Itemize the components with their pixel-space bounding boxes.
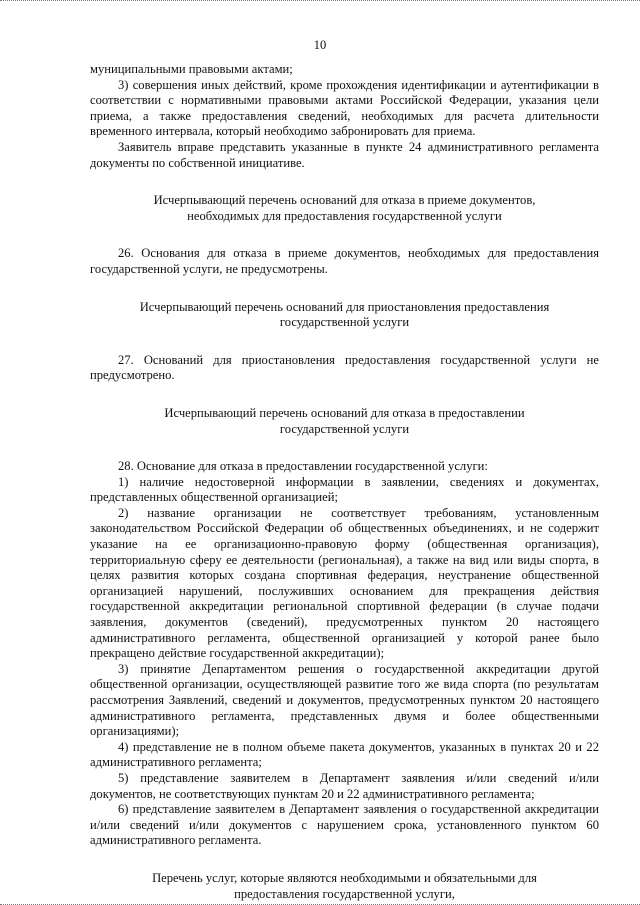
section-heading-refusal-acceptance: Исчерпывающий перечень оснований для отказа в приеме документов, необходимых для предоставления государственной услуги xyxy=(153,193,536,223)
section-heading-suspension: Исчерпывающий перечень оснований для приостановления предоставления государственной услуги xyxy=(139,299,550,330)
paragraph-26: 26. Основания для отказа в приеме документов, необходимых для предоставления государственной услуги, не предусмотрены. xyxy=(90,246,599,276)
paragraph-28-item-6: 6) представление заявителем в Департамент заявления о государственной аккредитации и/или сведений и/или документов с нарушением срока, установленного пунктом 60 административного регламента. xyxy=(90,802,599,848)
paragraph-28-item-4: 4) представление не в полном объеме пакета документов, указанных в пунктах 20 и 22 административного регламента; xyxy=(90,739,599,770)
spacer xyxy=(90,849,599,871)
spacer xyxy=(90,224,599,246)
paragraph-28-item-3: 3) принятие Департаментом решения о государственной аккредитации другой общественной организации, осуществляющей развитие того же вида спорта (по результатам рассмотрения Заявлений, сведений и документов, предусмотренных пунктом 20 настоящего административного регламента, представленных двумя и более общественными организациями); xyxy=(90,661,599,739)
document-body xyxy=(90,62,599,902)
spacer xyxy=(90,171,599,193)
paragraph-28-item-2: 2) название организации не соответствует требованиям, установленным законодательством Российской Федерации об общественных объединениях, и не содержит указание на ее организационно-правовую форму (общественная организация), территориальную сферу ее деятельности (региональная), а также на вид или виды спорта, в целях развития которых создана спортивная федерация, неустранение общественной организацией нарушений, послуживших основанием для прекращения действия государственной аккредитации региональной спортивной федерации (в случае подачи заявления, документов (сведений), предусмотренных пунктом 20 настоящего административного регламента, общественной организацией у которой ранее было прекращено действие государственной аккредитации); xyxy=(90,505,599,661)
spacer xyxy=(90,384,599,406)
paragraph-28-item-5: 5) представление заявителем в Департамент заявления и/или сведений и/или документов, не соответствующих пунктам 20 и 22 административного регламента; xyxy=(90,770,599,801)
paragraph-28-item-1: 1) наличие недостоверной информации в заявлении, сведениях и документах, представленных общественной организацией; xyxy=(90,474,599,505)
paragraph-27: 27. Оснований для приостановления предоставления государственной услуги не предусмотрено. xyxy=(90,352,599,383)
section-heading-necessary-services: Перечень услуг, которые являются необходимыми и обязательными для предоставления государственной услуги, xyxy=(152,870,537,901)
spacer xyxy=(90,278,599,300)
paragraph-28: 28. Основание для отказа в предоставлении государственной услуги: xyxy=(118,459,488,474)
paragraph-item-3: 3) совершения иных действий, кроме прохождения идентификации и аутентификации в соответствии с нормативными правовыми актами Российской Федерации, указания цели приема, а также предоставления сведений, необходимых для расчета длительности временного интервала, который необходимо забронировать для приема. xyxy=(90,77,599,139)
scan-edge-top xyxy=(0,0,640,4)
paragraph-applicant-right: Заявитель вправе представить указанные в пункте 24 административного регламента документы по собственной инициативе. xyxy=(90,139,599,170)
page-number: 10 xyxy=(313,38,327,52)
spacer xyxy=(90,437,599,459)
spacer xyxy=(90,331,599,353)
scan-edge-bottom xyxy=(0,901,640,905)
section-heading-refusal-service: Исчерпывающий перечень оснований для отказа в предоставлении государственной услуги xyxy=(164,405,525,436)
paragraph-continued: муниципальными правовыми актами; xyxy=(90,62,293,76)
